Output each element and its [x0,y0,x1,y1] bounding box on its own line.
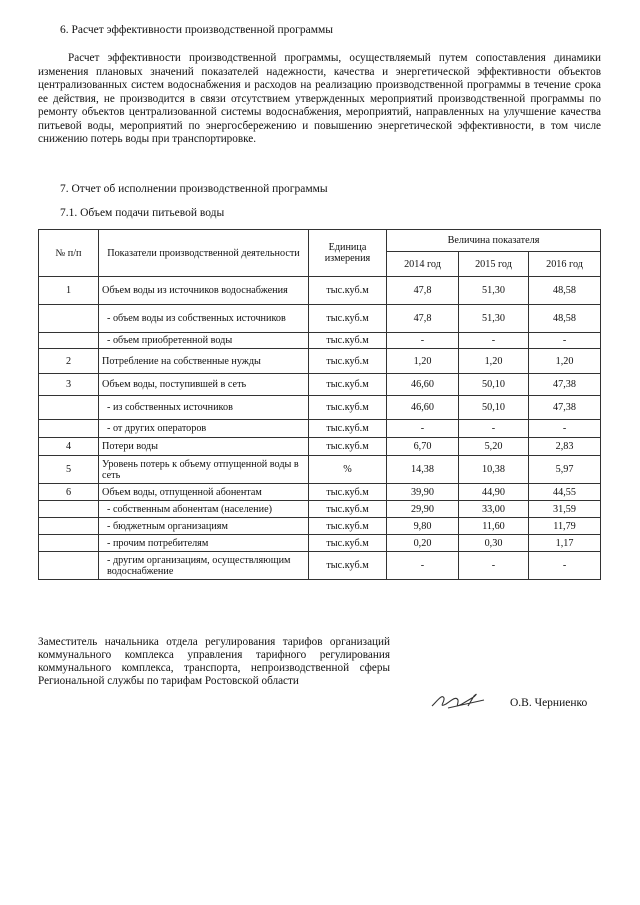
row-num [39,396,99,420]
row-value-2015: 0,30 [459,535,529,552]
row-value-2016: - [529,552,601,580]
signatory-name: О.В. Черниенко [510,697,588,709]
row-value-2016: - [529,333,601,349]
row-value-2014: 46,60 [387,396,459,420]
row-value-2016: 1,17 [529,535,601,552]
row-value-2014: 46,60 [387,374,459,396]
row-indicator: Объем воды, поступившей в сеть [99,374,309,396]
row-indicator: - от других операторов [99,420,309,438]
row-indicator: - бюджетным организациям [99,518,309,535]
row-value-2015: 50,10 [459,374,529,396]
row-unit: тыс.куб.м [309,438,387,456]
row-value-2016: - [529,420,601,438]
row-unit: тыс.куб.м [309,349,387,374]
row-value-2016: 11,79 [529,518,601,535]
header-value-group: Величина показателя [387,230,601,252]
row-indicator: - другим организациям, осуществляющим водоснабжение [99,552,309,580]
header-year-2014: 2014 год [387,252,459,277]
section-7-1-heading: 7.1. Объем подачи питьевой воды [60,207,225,219]
table-row [39,374,601,396]
row-value-2016: 5,97 [529,456,601,484]
row-num [39,501,99,518]
row-unit: тыс.куб.м [309,501,387,518]
section-6-paragraph: Расчет эффективности производственной программы, осуществляемый путем сопоставления динамики изменения плановых значений показателей надежности, качества и энергетической эффективности объектов централизованных систем водоснабжения и расходов на реализацию производственной программы в течение срока ее действия, не производится в связи отсутствием утвержденных мероприятий производственной программы по ремонту объектов централизованной системы водоснабжения, мероприятий, направленных на улучшение качества питьевой воды, мероприятий по энергосбережению и повышению энергетической эффективности, в том числе снижению потерь воды при транспортировке. [38,52,601,145]
row-num [39,305,99,333]
section-7-heading: 7. Отчет об исполнении производственной программы [60,183,328,195]
row-indicator: Потребление на собственные нужды [99,349,309,374]
row-value-2015: - [459,333,529,349]
row-num: 3 [39,374,99,396]
row-value-2016: 1,20 [529,349,601,374]
table-row [39,518,601,535]
row-value-2015: 33,00 [459,501,529,518]
row-value-2014: 1,20 [387,349,459,374]
header-year-2015: 2015 год [459,252,529,277]
row-unit: тыс.куб.м [309,420,387,438]
table-row [39,305,601,333]
table-row [39,420,601,438]
row-indicator: Потери воды [99,438,309,456]
row-indicator: Уровень потерь к объему отпущенной воды в сеть [99,456,309,484]
row-value-2016: 47,38 [529,396,601,420]
row-value-2016: 48,58 [529,305,601,333]
row-num: 1 [39,277,99,305]
row-value-2015: 51,30 [459,277,529,305]
row-num: 4 [39,438,99,456]
row-value-2016: 44,55 [529,484,601,501]
row-indicator: - прочим потребителям [99,535,309,552]
section-6-heading: 6. Расчет эффективности производственной программы [60,24,334,36]
row-value-2015: 11,60 [459,518,529,535]
row-value-2014: 39,90 [387,484,459,501]
row-num [39,333,99,349]
row-unit: тыс.куб.м [309,535,387,552]
water-supply-table [38,229,601,580]
row-value-2015: 1,20 [459,349,529,374]
handwritten-signature [428,686,488,714]
row-unit: тыс.куб.м [309,333,387,349]
row-value-2014: - [387,333,459,349]
row-num [39,552,99,580]
table-row [39,349,601,374]
row-value-2014: 29,90 [387,501,459,518]
row-unit: тыс.куб.м [309,277,387,305]
header-year-2016: 2016 год [529,252,601,277]
row-value-2016: 47,38 [529,374,601,396]
table-row [39,456,601,484]
row-indicator: - объем приобретенной воды [99,333,309,349]
table-row [39,438,601,456]
signatory-position: Заместитель начальника отдела регулирования тарифов организаций коммунального комплекса управления тарифного регулирования коммунального комплекса, транспорта, непроизводственной сферы Региональной службы по тарифам Ростовской области [38,636,390,687]
row-indicator: - собственным абонентам (население) [99,501,309,518]
row-value-2014: 0,20 [387,535,459,552]
header-indicator: Показатели производственной деятельности [99,230,309,277]
header-unit: Единица измерения [309,230,387,277]
row-value-2014: 6,70 [387,438,459,456]
row-indicator: Объем воды из источников водоснабжения [99,277,309,305]
row-indicator: - из собственных источников [99,396,309,420]
row-value-2016: 2,83 [529,438,601,456]
row-unit: тыс.куб.м [309,552,387,580]
table-row [39,501,601,518]
table-row [39,396,601,420]
row-indicator: - объем воды из собственных источников [99,305,309,333]
table-row [39,484,601,501]
row-value-2014: 47,8 [387,305,459,333]
table-row [39,333,601,349]
row-value-2015: 5,20 [459,438,529,456]
row-indicator: Объем воды, отпущенной абонентам [99,484,309,501]
table-row [39,535,601,552]
row-value-2015: 51,30 [459,305,529,333]
table-row [39,552,601,580]
row-value-2015: - [459,420,529,438]
row-value-2014: - [387,420,459,438]
row-unit: тыс.куб.м [309,305,387,333]
row-unit: тыс.куб.м [309,484,387,501]
row-value-2014: 14,38 [387,456,459,484]
row-num [39,535,99,552]
row-value-2016: 31,59 [529,501,601,518]
row-unit: тыс.куб.м [309,396,387,420]
row-value-2015: 10,38 [459,456,529,484]
row-num [39,518,99,535]
row-unit: тыс.куб.м [309,374,387,396]
row-value-2016: 48,58 [529,277,601,305]
row-unit: % [309,456,387,484]
row-value-2014: 47,8 [387,277,459,305]
row-num: 5 [39,456,99,484]
row-num: 6 [39,484,99,501]
table-row [39,277,601,305]
row-value-2015: 50,10 [459,396,529,420]
header-num: № п/п [39,230,99,277]
row-num: 2 [39,349,99,374]
row-value-2014: 9,80 [387,518,459,535]
row-value-2015: 44,90 [459,484,529,501]
row-value-2014: - [387,552,459,580]
row-value-2015: - [459,552,529,580]
row-num [39,420,99,438]
row-unit: тыс.куб.м [309,518,387,535]
